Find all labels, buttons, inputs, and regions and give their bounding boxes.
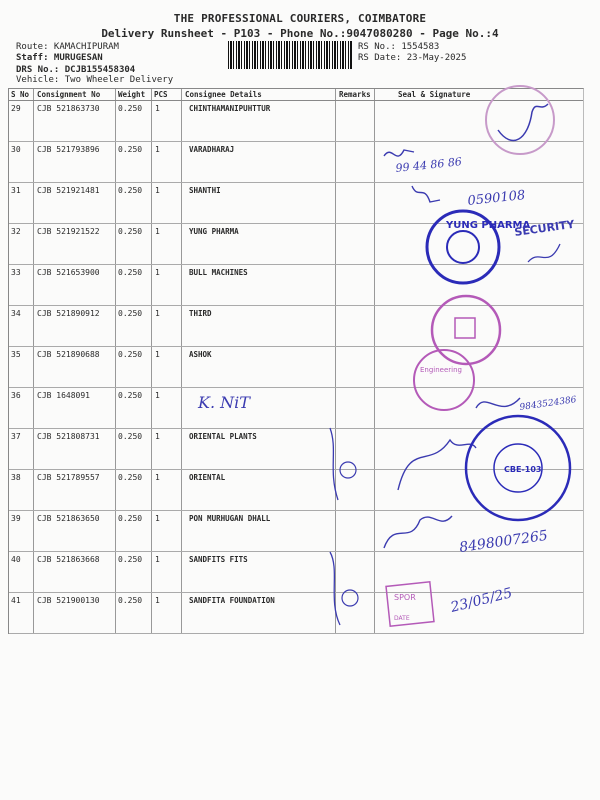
col-sno: S No — [11, 90, 30, 99]
phone-row31: 0590108 — [466, 188, 527, 209]
phone-row30: 99 44 86 86 — [394, 155, 463, 175]
table-row: 38 CJB 521789557 0.250 1 ORIENTAL — [9, 469, 583, 511]
svg-text:SPOR: SPOR — [394, 593, 416, 602]
col-consignment: Consignment No — [37, 90, 101, 99]
stamp-cbe: CBE-103 — [504, 465, 542, 474]
table-row: 30 CJB 521793896 0.250 1 VARADHARAJ — [9, 141, 583, 183]
table-row: 32 CJB 521921522 0.250 1 YUNG PHARMA — [9, 223, 583, 265]
phone-row36: 9843524386 — [519, 395, 578, 413]
col-pcs: PCS — [154, 90, 168, 99]
rs-number: RS No.: 1554583 — [358, 42, 440, 52]
runsheet-table — [8, 88, 584, 634]
table-row: 40 CJB 521863668 0.250 1 SANDFITS FITS — [9, 551, 583, 593]
phone-row39: 8498007265 — [458, 527, 549, 556]
table-row: 35 CJB 521890688 0.250 1 ASHOK — [9, 346, 583, 388]
col-remarks: Remarks — [339, 90, 371, 99]
table-row: 36 CJB 1648091 0.250 1 — [9, 387, 583, 429]
table-row: 29 CJB 521863730 0.250 1 CHINTHAMANIPUHTTUR — [9, 100, 583, 142]
barcode — [228, 41, 352, 69]
table-row: 33 CJB 521653900 0.250 1 BULL MACHINES — [9, 264, 583, 306]
col-consignee: Consignee Details — [185, 90, 262, 99]
runsheet-title: Delivery Runsheet - P103 - Phone No.:9047080280 - Page No.:4 — [101, 27, 499, 40]
table-row: 41 CJB 521900130 0.250 1 SANDFITA FOUNDATION — [9, 592, 583, 634]
table-row: 37 CJB 521808731 0.250 1 ORIENTAL PLANTS — [9, 428, 583, 470]
company-title: THE PROFESSIONAL COURIERS, COIMBATORE — [173, 12, 427, 25]
staff-label: Staff: MURUGESAN — [16, 53, 103, 63]
table-row: 34 CJB 521890912 0.250 1 THIRD — [9, 305, 583, 347]
stamp-security: SECURITY — [513, 217, 576, 239]
stamp-yung-text: YUNG PHARMA — [446, 220, 531, 231]
route-label: Route: KAMACHIPURAM — [16, 42, 119, 52]
vehicle-label: Vehicle: Two Wheeler Delivery — [16, 75, 174, 85]
col-weight: Weight — [118, 90, 146, 99]
table-row: 31 CJB 521921481 0.250 1 SHANTHI — [9, 182, 583, 224]
table-row: 39 CJB 521863650 0.250 1 PON MURHUGAN DHALL — [9, 510, 583, 552]
drs-number: DRS No.: DCJB155458304 — [16, 65, 136, 75]
rs-date: RS Date: 23-May-2025 — [358, 53, 467, 63]
handwritten-row36: K. NiT — [198, 393, 250, 412]
date-row41: 23/05/25 — [449, 585, 514, 616]
svg-text:DATE: DATE — [394, 615, 410, 622]
col-seal: Seal & Signature — [398, 90, 471, 99]
svg-text:Engineering: Engineering — [420, 366, 462, 374]
